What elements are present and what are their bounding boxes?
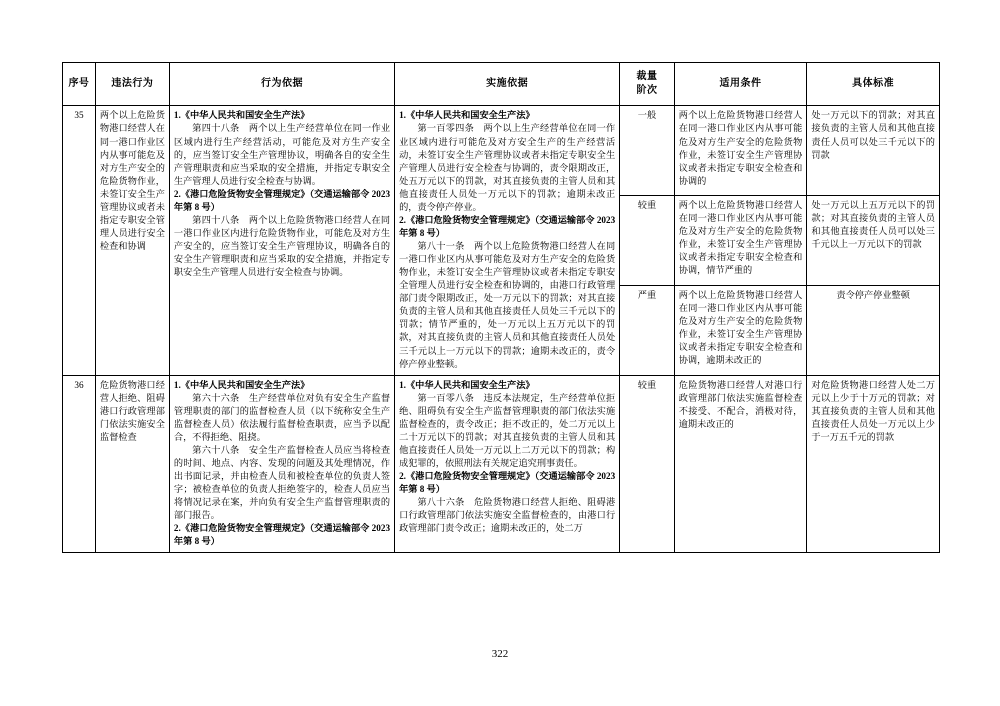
discretion-table-container	[62, 62, 940, 553]
basis-item: 1.《中华人民共和国安全生产法》	[173, 110, 310, 121]
enforcement-item: 第八十一条 两个以上危险货物港口经营人在同一港口作业区内从事可能危及对方生产安全的危险货物作业，未签订安全生产管理协议或者未指定专职安全管理人员进行安全检查和协调的，由港口行政管理部门责令限期改正，处一万元以下的罚款；对其直接负责的主管人员和其他直接责任人员处三千元以下的罚款；情节严重的，处一万元以上五万元以下的罚款，对其直接负责的主管人员和其他直接责任人员处三千元以上一万元以下的罚款；逾期未改正的，责令停产停业整顿。	[399, 241, 616, 369]
basis-item: 第六十六条 生产经营单位对负有安全生产监督管理职责的部门的监督检查人员（以下统称安全生产监督检查人员）依法履行监督检查职责，应当予以配合，不得拒绝、阻挠。	[173, 392, 391, 442]
cell-basis-enforcement	[395, 106, 620, 375]
cell-tier-level: 一般	[620, 106, 674, 196]
col-header-standard: 具体标准	[807, 63, 940, 106]
enforcement-item: 第八十六条 危险货物港口经营人拒绝、阻碍港口行政管理部门依法实施安全监督检查的，由港口行政管理部门责令改正；逾期未改正的，处二万	[399, 497, 616, 534]
col-header-basis-behavior: 行为依据	[169, 63, 394, 106]
cell-tier-level: 较重	[620, 375, 674, 553]
enforcement-item: 第一百零四条 两个以上生产经营单位在同一作业区域内进行可能危及对方安全生产的生产经营活动，未签订安全生产管理协议或者未指定专职安全生产管理人员进行安全检查与协调的，责令限期改正，处五万元以下的罚款，对其直接负责的主管人员和其他直接责任人员处一万元以下的罚款；逾期未改正的，责令停产停业。	[399, 123, 616, 212]
enforcement-item: 1.《中华人民共和国安全生产法》	[399, 110, 535, 121]
cell-basis-enforcement	[395, 375, 620, 553]
table-row	[63, 106, 940, 196]
cell-tier-level: 严重	[620, 285, 674, 375]
basis-item: 第四十八条 两个以上危险货物港口经营人在同一港口作业区内进行危险货物作业，可能危及对方生产安全的，应当签订安全生产管理协议，明确各自的安全生产管理职责和应当采取的安全措施，并指定专职安全生产管理人员进行安全检查与协调。	[173, 214, 391, 278]
cell-condition: 危险货物港口经营人对港口行政管理部门依法实施监督检查不接受、不配合，消极对待，逾期未改正的	[674, 375, 807, 553]
col-header-condition: 适用条件	[674, 63, 807, 106]
basis-item: 第四十八条 两个以上生产经营单位在同一作业区域内进行生产经营活动，可能危及对方生产安全的，应当签订安全生产管理协议，明确各自的安全生产管理职责和应当采取的安全措施，并指定专职安全生产管理人员进行安全检查与协调。	[173, 123, 391, 186]
col-header-violation: 违法行为	[95, 63, 169, 106]
basis-item: 1.《中华人民共和国安全生产法》	[173, 379, 310, 390]
basis-item: 2.《港口危险货物安全管理规定》（交通运输部令 2023 年第 8 号）	[173, 188, 391, 212]
enforcement-item: 1.《中华人民共和国安全生产法》	[399, 379, 535, 390]
cell-condition: 两个以上危险货物港口经营人在同一港口作业区内从事可能危及对方生产安全的危险货物作业，未签订安全生产管理协议或者未指定专职安全检查和协调，逾期未改正的	[674, 285, 807, 375]
cell-standard: 处一万元以下的罚款；对其直接负责的主管人员和其他直接责任人员可以处三千元以下的罚款	[807, 106, 940, 196]
col-header-seq: 序号	[63, 63, 96, 106]
cell-standard: 处一万元以上五万元以下的罚款；对其直接负责的主管人员和其他直接责任人员可以处三千元以上一万元以下的罚款	[807, 196, 940, 286]
enforcement-item: 第一百零八条 违反本法规定，生产经营单位拒绝、阻碍负有安全生产监督管理职责的部门依法实施监督检查的，责令改正；拒不改正的，处二万元以上二十万元以下的罚款；对其直接负责的主管人员和其他直接责任人员处一万元以上二万元以下的罚款；构成犯罪的，依照刑法有关规定追究刑事责任。	[399, 392, 616, 468]
cell-standard: 对危险货物港口经营人处二万元以上少于十万元的罚款；对其直接负责的主管人员和其他直接责任人员处一万元以上少于一万五千元的罚款	[807, 375, 940, 553]
enforcement-item: 2.《港口危险货物安全管理规定》（交通运输部令 2023 年第 8 号）	[399, 214, 616, 238]
page-number: 322	[491, 648, 509, 660]
cell-violation: 两个以上危险货物港口经营人在同一港口作业区内从事可能危及对方生产安全的危险货物作业，未签订安全生产管理协议或者未指定专职安全管理人员进行安全检查和协调	[95, 106, 169, 375]
cell-basis-behavior	[169, 375, 394, 553]
cell-condition: 两个以上危险货物港口经营人在同一港口作业区内从事可能危及对方生产安全的危险货物作业，未签订安全生产管理协议或者未指定专职安全检查和协调，情节严重的	[674, 196, 807, 286]
col-header-basis-enforcement: 实施依据	[395, 63, 620, 106]
cell-violation: 危险货物港口经营人拒绝、阻碍港口行政管理部门依法实施安全监督检查	[95, 375, 169, 553]
cell-condition: 两个以上危险货物港口经营人在同一港口作业区内从事可能危及对方生产安全的危险货物作业，未签订安全生产管理协议或者未指定专职安全检查和协调的	[674, 106, 807, 196]
cell-basis-behavior	[169, 106, 394, 375]
col-header-tier: 裁量 阶次	[620, 63, 674, 106]
cell-standard: 责令停产停业整顿	[807, 285, 940, 375]
cell-seq: 35	[63, 106, 96, 375]
enforcement-item: 2.《港口危险货物安全管理规定》（交通运输部令 2023 年第 8 号）	[399, 471, 616, 495]
table-row	[63, 375, 940, 553]
table-header-row	[63, 63, 940, 106]
discretion-table	[62, 62, 940, 553]
basis-item: 第六十八条 安全生产监督检查人员应当将检查的时间、地点、内容、发现的问题及其处理情况，作出书面记录，并由检查人员和被检查单位的负责人签字；被检查单位的负责人拒绝签字的，检查人员应当将情况记录在案，并向负有安全生产监督管理职责的部门报告。	[173, 444, 391, 521]
cell-seq: 36	[63, 375, 96, 553]
basis-item: 2.《港口危险货物安全管理规定》（交通运输部令 2023 年第 8 号）	[173, 523, 391, 547]
cell-tier-level: 较重	[620, 196, 674, 286]
